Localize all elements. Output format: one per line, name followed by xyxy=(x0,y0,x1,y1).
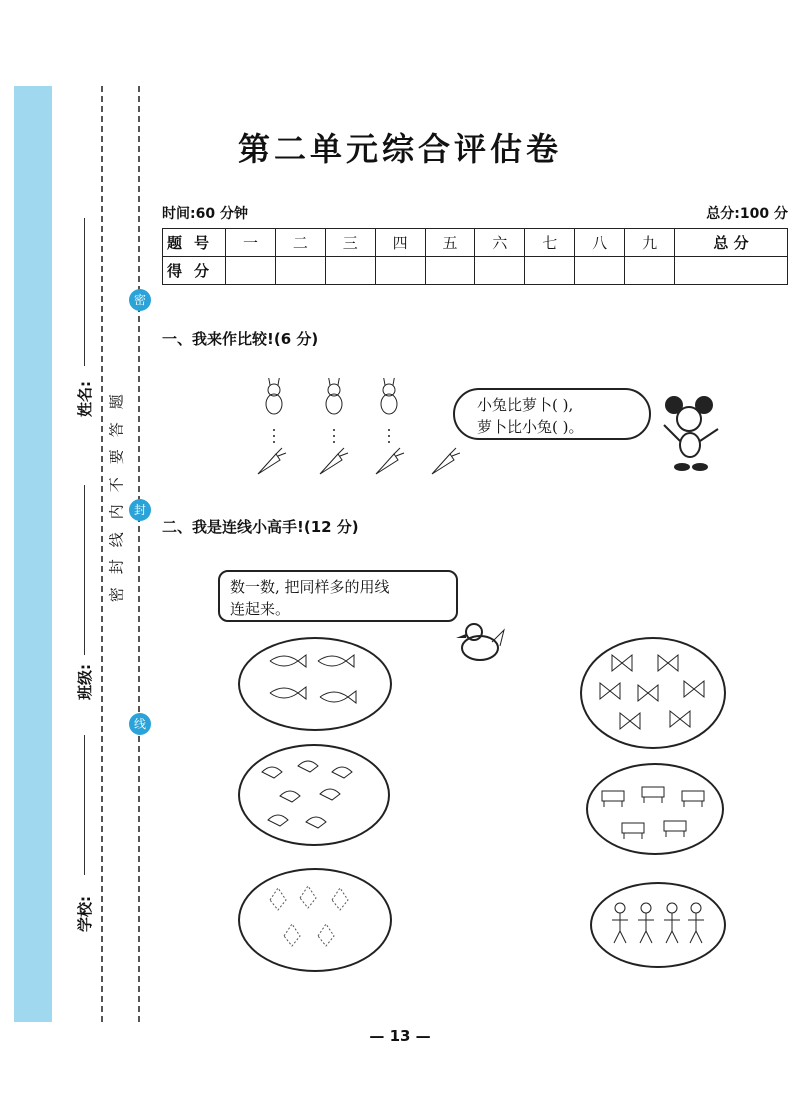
notice-char: 密 xyxy=(107,586,126,602)
col-2: 二 xyxy=(275,229,325,257)
col-1: 一 xyxy=(226,229,276,257)
bird-icon xyxy=(262,767,282,778)
score-cell[interactable] xyxy=(425,257,475,285)
butterfly-icon xyxy=(620,713,640,729)
bubble-line: 小兔比萝卜( ), xyxy=(477,396,574,414)
cow-icon xyxy=(642,787,664,803)
total-score: 总分:100 分 xyxy=(706,206,788,222)
col-6: 六 xyxy=(475,229,525,257)
leaf-icon xyxy=(300,886,316,908)
school-label: 学校: xyxy=(76,896,94,932)
cow-icon xyxy=(602,791,624,807)
bird-group xyxy=(240,746,388,844)
oval-fish[interactable] xyxy=(238,637,392,731)
cow-group xyxy=(588,765,722,853)
name-blank-line xyxy=(84,218,85,366)
rabbit-icon xyxy=(326,378,342,414)
notice-char: 要 xyxy=(107,449,126,465)
bird-icon xyxy=(320,789,340,800)
fish-icon xyxy=(318,655,354,667)
cow-icon xyxy=(682,791,704,807)
section2-heading: 二、我是连线小高手!(12 分) xyxy=(162,518,359,536)
score-cell[interactable] xyxy=(226,257,276,285)
instruction-line: 数一数, 把同样多的用线 xyxy=(230,578,390,596)
leaf-icon xyxy=(332,888,348,910)
oval-butterflies[interactable] xyxy=(580,637,726,749)
carrot-icon xyxy=(258,448,286,474)
seal-xian: 线 xyxy=(129,713,151,735)
carrot-icon xyxy=(320,448,348,474)
score-table-score-row xyxy=(163,257,788,285)
bird-icon xyxy=(280,791,300,802)
class-blank-line xyxy=(84,485,85,655)
seal-line-dashed xyxy=(138,86,140,1022)
child-group xyxy=(592,884,724,966)
butterfly-icon xyxy=(684,681,704,697)
butterfly-icon xyxy=(600,683,620,699)
oval-children[interactable] xyxy=(590,882,726,968)
seal-mi: 密 xyxy=(129,289,151,311)
leaf-icon xyxy=(270,888,286,910)
score-cell[interactable] xyxy=(475,257,525,285)
score-cell[interactable] xyxy=(525,257,575,285)
school-blank-line xyxy=(84,735,85,875)
carrot-icon xyxy=(432,448,460,474)
page-number xyxy=(0,1027,800,1045)
butterfly-icon xyxy=(638,685,658,701)
question-number-label: 题号 xyxy=(163,229,226,257)
butterfly-icon xyxy=(612,655,632,671)
col-3: 三 xyxy=(325,229,375,257)
butterfly-icon xyxy=(670,711,690,727)
score-cell[interactable] xyxy=(375,257,425,285)
fish-group xyxy=(240,639,390,729)
notice-char: 题 xyxy=(107,394,126,410)
seal-feng: 封 xyxy=(129,499,151,521)
score-table-header-row xyxy=(163,229,788,257)
class-label: 班级: xyxy=(76,664,94,700)
notice-char: 封 xyxy=(107,559,126,575)
cow-icon xyxy=(622,823,644,839)
bird-icon xyxy=(306,817,326,828)
col-total: 总 分 xyxy=(675,229,788,257)
oval-leaves[interactable] xyxy=(238,868,392,972)
child-icon xyxy=(664,903,680,943)
oval-cows[interactable] xyxy=(586,763,724,855)
child-icon xyxy=(612,903,628,943)
time-limit: 时间:60 分钟 xyxy=(162,206,248,222)
notice-char: 线 xyxy=(107,531,126,547)
bird-icon xyxy=(298,761,318,772)
butterfly-icon xyxy=(658,655,678,671)
col-9: 九 xyxy=(625,229,675,257)
score-cell[interactable] xyxy=(575,257,625,285)
cut-line-dashed xyxy=(101,86,103,1022)
rabbit-icon xyxy=(266,378,282,414)
notice-char: 不 xyxy=(107,476,126,492)
score-cell[interactable] xyxy=(275,257,325,285)
dotted-connectors xyxy=(273,429,390,443)
score-table xyxy=(162,228,788,285)
mouse-character-icon xyxy=(660,395,730,475)
score-cell[interactable] xyxy=(325,257,375,285)
leaf-icon xyxy=(284,924,300,946)
col-5: 五 xyxy=(425,229,475,257)
bird-character-icon xyxy=(448,612,508,670)
bird-icon xyxy=(268,815,288,826)
score-label: 得分 xyxy=(163,257,226,285)
oval-birds[interactable] xyxy=(238,744,390,846)
fish-icon xyxy=(270,687,306,699)
notice-char: 内 xyxy=(107,504,126,520)
page-dash-right: — xyxy=(410,1027,431,1045)
butterfly-group xyxy=(582,639,724,747)
leaf-icon xyxy=(318,924,334,946)
score-cell[interactable] xyxy=(625,257,675,285)
binding-strip xyxy=(14,86,52,1022)
col-8: 八 xyxy=(575,229,625,257)
bubble-line: 萝卜比小兔( )。 xyxy=(477,418,584,436)
fish-icon xyxy=(270,655,306,667)
cow-icon xyxy=(664,821,686,837)
notice-char: 答 xyxy=(107,421,126,437)
col-4: 四 xyxy=(375,229,425,257)
bird-icon xyxy=(332,767,352,778)
section1-heading: 一、我来作比较!(6 分) xyxy=(162,330,319,348)
col-7: 七 xyxy=(525,229,575,257)
speech-bubble-compare xyxy=(453,388,651,440)
page-dash-left: — xyxy=(369,1027,390,1045)
page-number-value: 13 xyxy=(389,1027,411,1045)
rabbit-icon xyxy=(381,378,397,414)
name-label: 姓名: xyxy=(76,381,94,417)
fish-icon xyxy=(320,691,356,703)
score-cell[interactable] xyxy=(675,257,788,285)
instruction-bubble xyxy=(218,570,458,622)
no-answer-notice xyxy=(108,388,126,608)
carrot-icon xyxy=(376,448,404,474)
rabbits-carrots-figure xyxy=(240,378,460,478)
instruction-line: 连起来。 xyxy=(230,600,291,618)
page-title: 第二单元综合评估卷 xyxy=(237,130,562,168)
leaf-group xyxy=(240,870,390,970)
child-icon xyxy=(638,903,654,943)
child-icon xyxy=(688,903,704,943)
